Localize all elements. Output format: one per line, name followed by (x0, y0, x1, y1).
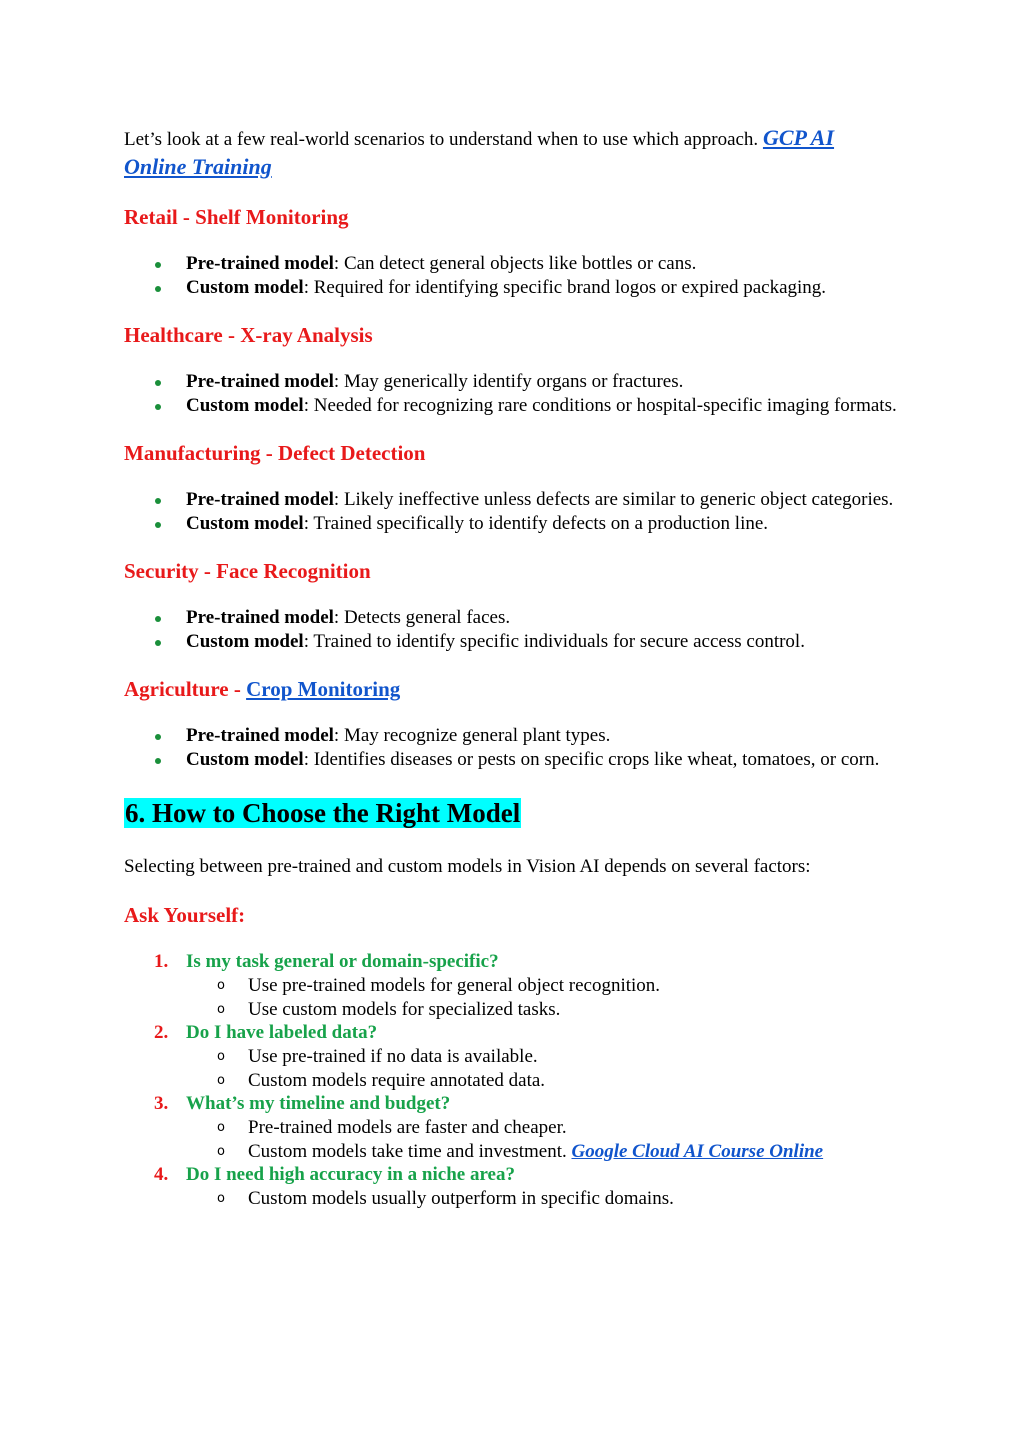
ask-yourself-block (124, 902, 900, 1211)
circle-bullet-icon: o (217, 1120, 225, 1135)
section-heading-text: 6. How to Choose the Right Model (125, 798, 521, 828)
scenario-bullet-list (124, 724, 900, 772)
list-item (124, 394, 900, 418)
answer-text: Use custom models for specialized tasks. (248, 998, 561, 1020)
item-text: : May recognize general plant types. (333, 725, 611, 746)
ask-yourself-title: Ask Yourself: (124, 903, 246, 927)
question-text: Do I have labeled data? (186, 1022, 378, 1043)
circle-bullet-icon: o (217, 1191, 225, 1206)
item-label: Pre-trained model (186, 489, 334, 510)
answer-text: Custom models require annotated data. (248, 1069, 546, 1091)
scenario-title: Retail - Shelf Monitoring (124, 205, 349, 229)
list-item (124, 630, 900, 654)
section-heading (124, 796, 900, 832)
question-item (124, 950, 900, 1021)
question-text: Is my task general or domain-specific? (186, 951, 499, 972)
item-label: Custom model (186, 749, 304, 770)
item-text: : May generically identify organs or fractures. (333, 371, 684, 392)
item-text: : Detects general faces. (333, 607, 511, 628)
circle-bullet-icon: o (217, 1143, 225, 1159)
bullet-dot-icon (155, 404, 161, 410)
list-item (124, 488, 900, 512)
item-label: Pre-trained model (186, 371, 334, 392)
scenario-title-prefix: Agriculture - (124, 677, 247, 701)
list-item (124, 252, 900, 276)
item-label: Pre-trained model (186, 253, 334, 274)
question-number: 2. (154, 1022, 169, 1043)
circle-bullet-icon: o (217, 1072, 225, 1088)
question-item (124, 1021, 900, 1092)
answer-item (186, 1140, 900, 1164)
circle-bullet-icon: o (217, 1001, 225, 1017)
bullet-dot-icon (155, 734, 161, 740)
scenario-bullet-list (124, 488, 900, 536)
list-item (124, 748, 900, 772)
item-text: : Needed for recognizing rare conditions or hospital-specific imaging formats. (303, 395, 897, 416)
list-item (124, 512, 900, 536)
question-number: 3. (154, 1093, 169, 1114)
bullet-dot-icon (155, 286, 161, 292)
answer-item (186, 998, 900, 1022)
question-number: 4. (154, 1164, 169, 1185)
item-label: Custom model (186, 513, 304, 534)
question-item (124, 1163, 900, 1211)
answer-text: Use pre-trained models for general object recognition. (248, 975, 661, 996)
google-cloud-ai-course-online-link[interactable]: Google Cloud AI Course Online (571, 1140, 824, 1162)
answer-list (186, 1116, 900, 1163)
scenario-title (124, 676, 900, 702)
intro-text: Let’s look at a few real-world scenarios to understand when to use which approach. (124, 129, 763, 150)
item-text: : Trained specifically to identify defects on a production line. (303, 513, 769, 534)
item-label: Pre-trained model (186, 607, 334, 628)
question-item (124, 1092, 900, 1163)
circle-bullet-icon: o (217, 978, 225, 993)
item-text: : Can detect general objects like bottles or cans. (333, 253, 697, 274)
question-text: Do I need high accuracy in a niche area? (186, 1164, 515, 1185)
crop-monitoring-link[interactable]: Crop Monitoring (246, 677, 401, 701)
bullet-dot-icon (155, 640, 161, 646)
answer-list (186, 1187, 900, 1211)
answer-text: Custom models take time and investment. (248, 1140, 572, 1162)
item-label: Custom model (186, 395, 304, 416)
scenario-title: Manufacturing - Defect Detection (124, 441, 426, 465)
item-label: Custom model (186, 631, 304, 652)
scenario-bullet-list (124, 606, 900, 654)
gcp-ai-online-training-link[interactable]: GCP AI Online Training (124, 125, 835, 179)
scenario-bullet-list (124, 370, 900, 418)
list-item (124, 370, 900, 394)
item-text: : Likely ineffective unless defects are similar to generic object categories. (333, 489, 894, 510)
answer-item (186, 1116, 900, 1140)
list-item (124, 606, 900, 630)
scenario-security (124, 558, 900, 654)
answer-item (186, 1187, 900, 1211)
answer-list (186, 1045, 900, 1092)
scenario-title: Healthcare - X-ray Analysis (124, 323, 373, 347)
scenario-agriculture (124, 676, 900, 772)
item-text: : Required for identifying specific brand logos or expired packaging. (303, 277, 827, 298)
answer-text: Use pre-trained if no data is available. (248, 1046, 538, 1067)
item-text: : Trained to identify specific individuals for secure access control. (303, 631, 805, 652)
question-number: 1. (154, 951, 169, 972)
bullet-dot-icon (155, 380, 161, 386)
answer-item (186, 974, 900, 998)
bullet-dot-icon (155, 262, 161, 268)
scenario-healthcare (124, 322, 900, 418)
bullet-dot-icon (155, 498, 161, 504)
question-list (124, 950, 900, 1211)
scenario-title: Security - Face Recognition (124, 559, 371, 583)
intro-paragraph (124, 124, 900, 182)
scenario-retail (124, 204, 900, 300)
bullet-dot-icon (155, 522, 161, 528)
document-content (124, 124, 900, 1211)
item-label: Custom model (186, 277, 304, 298)
item-label: Pre-trained model (186, 725, 334, 746)
list-item (124, 724, 900, 748)
bullet-dot-icon (155, 616, 161, 622)
answer-list (186, 974, 900, 1021)
answer-item (186, 1045, 900, 1069)
circle-bullet-icon: o (217, 1049, 225, 1064)
scenario-bullet-list (124, 252, 900, 300)
question-text: What’s my timeline and budget? (186, 1093, 451, 1114)
answer-item (186, 1069, 900, 1093)
item-text: : Identifies diseases or pests on specific crops like wheat, tomatoes, or corn. (303, 749, 880, 770)
answer-text: Custom models usually outperform in specific domains. (248, 1188, 674, 1209)
scenario-manufacturing (124, 440, 900, 536)
list-item (124, 276, 900, 300)
bullet-dot-icon (155, 758, 161, 764)
section-paragraph: Selecting between pre-trained and custom models in Vision AI depends on several factors: (124, 856, 811, 877)
answer-text: Pre-trained models are faster and cheaper. (248, 1117, 567, 1138)
